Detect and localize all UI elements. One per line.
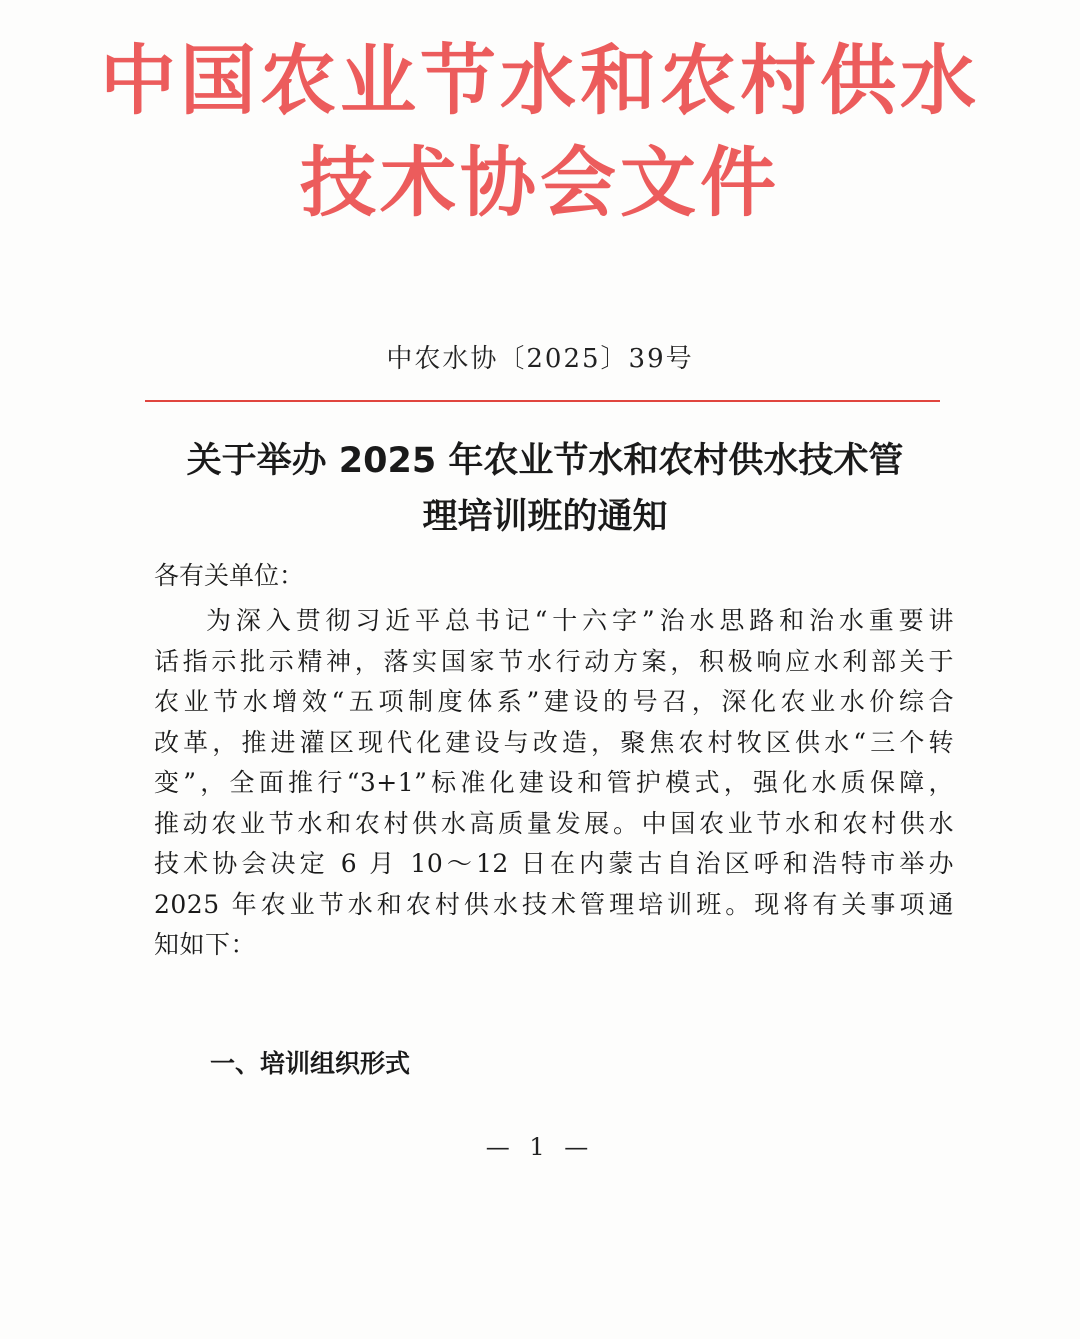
body-line: 话指示批示精神，落实国家节水行动方案，积极响应水利部关于 xyxy=(154,646,954,676)
issuer-header-line-2: 技术协会文件 xyxy=(300,138,780,227)
body-line: 推动农业节水和农村供水高质量发展。中国农业节水和农村供水 xyxy=(154,808,954,838)
body-line: 2025 年农业节水和农村供水技术管理培训班。现将有关事项通 xyxy=(154,889,954,919)
body-line: 知如下： xyxy=(154,930,257,959)
body-line: 变”，全面推行“3+1”标准化建设和管护模式，强化水质保障， xyxy=(154,768,954,797)
red-divider-line xyxy=(145,400,940,402)
issuer-header-line-1: 中国农业节水和农村供水 xyxy=(100,36,980,125)
salutation: 各有关单位： xyxy=(154,561,305,590)
notice-title-line-1: 关于举办 2025 年农业节水和农村供水技术管 xyxy=(186,441,904,481)
body-line: 技术协会决定 6 月 10～12 日在内蒙古自治区呼和浩特市举办 xyxy=(154,849,954,878)
page-number: — 1 — xyxy=(485,1133,595,1161)
body-line: 改革，推进灌区现代化建设与改造，聚焦农村牧区供水“三个转 xyxy=(154,727,954,757)
notice-title-line-2: 理培训班的通知 xyxy=(422,497,668,537)
body-line: 农业节水增效“五项制度体系”建设的号召，深化农业水价综合 xyxy=(154,687,954,716)
document-number: 中农水协〔2025〕39号 xyxy=(386,344,694,374)
section-heading: 一、培训组织形式 xyxy=(210,1049,411,1078)
body-paragraph xyxy=(154,601,954,966)
body-line: 为深入贯彻习近平总书记“十六字”治水思路和治水重要讲 xyxy=(206,606,954,635)
